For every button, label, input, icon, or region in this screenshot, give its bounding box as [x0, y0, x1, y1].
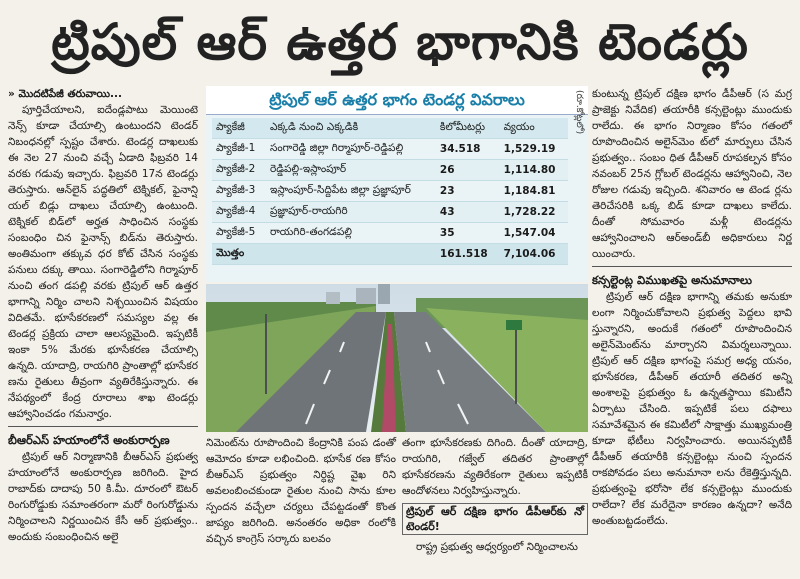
no-tender-subhead: ట్రిపుల్ ఆర్ దక్షిణ భాగం డీపీఆర్‌కు నో టెండర్!: [402, 503, 588, 535]
divider: [8, 426, 198, 427]
highway-illustration: [206, 284, 588, 432]
cell-km: 43: [436, 202, 500, 223]
divider: [592, 266, 792, 267]
right-para-1: కుంటున్న ట్రిపుల్ దక్షిణ భాగం డీపీఆర్ (స మగ్ర ప్రాజెక్టు నివేదిక) తయారీకి కన్సల్టెంట్లు ముందుకు రాలేదు. ఈ భాగం నిర్మాణం కోసం గతంలో రూపొందించిన అలైన్‌మెం ట్‌లో మార్పులు చేసిన ప్రభుత్వం.. సంబం ధిత డీపీఆర్ రూపకల్పన కోసం నవంబర్ 25న గ్లోబల్ టెండర్లను ఆహ్వానించి, నెల రోజుల గడువు ఇచ్చింది. శనివారం ఆ టెండ ర్లను తెరిచేసరికి ఒక్క బిడ్ కూడా దాఖలు కాలేదు. దీంతో సోమవారం మళ్లీ టెండర్లను ఆహ్వానించాలని ఆర్అండ్‌బీ అధికారులు నిర్ణ యించారు.: [592, 88, 792, 260]
total-km: 161.518: [436, 244, 500, 265]
kicker-text: మొదటిపేజీ తరువాయి...: [18, 88, 123, 100]
cell-package: ప్యాకేజీ-3: [212, 181, 266, 202]
cell-km: 35: [436, 223, 500, 244]
left-column: [8, 86, 198, 576]
cell-route: రాయగిరి-తంగడపల్లి: [266, 223, 436, 244]
cell-package: ప్యాకేజీ-1: [212, 139, 266, 160]
cell-km: 26: [436, 160, 500, 181]
cell-route: రెడ్డిపల్లి-ఇస్లాంపూర్: [266, 160, 436, 181]
table-row: [212, 139, 568, 160]
mid-right-text-2: రాష్ట్ర ప్రభుత్వ ఆధ్వర్యంలో నిర్మించాలను: [416, 541, 578, 553]
highway-photo: [206, 284, 588, 432]
cell-cost: 1,184.81: [500, 181, 568, 202]
table-row: [212, 223, 568, 244]
cell-package: ప్యాకేజీ-5: [212, 223, 266, 244]
header-route: ఎక్కడి నుంచి ఎక్కడికి: [266, 118, 436, 139]
mid-right-text: తంగా భూసేకరణకు దిగింది. దీంతో యాదాద్రి, రాయగిరి, గజ్వేల్ తదితర ప్రాంతాల్లో భూసేకరణను వ్యతిరేకంగా రైతులు ఇప్పటికీ ఆందోళనలు నిర్వహిస్తున్నారు.: [402, 437, 588, 497]
tender-table: [212, 118, 568, 265]
cell-cost: 1,529.19: [500, 139, 568, 160]
mid-left-column: [206, 435, 396, 575]
cell-km: 34.518: [436, 139, 500, 160]
mid-right-column: [402, 435, 588, 575]
cell-route: సంగారెడ్డి జిల్లా గిర్మాపూర్-రెడ్డిపల్లి: [266, 139, 436, 160]
cell-cost: 1,728.22: [500, 202, 568, 223]
total-blank: [266, 244, 436, 265]
left-para-2: ట్రిపుల్ ఆర్ నిర్మాణానికి బీఆర్ఎస్ ప్రభుత్వ హయాంలోనే అంకురార్పణ జరిగింది. హైద రాబాద్‌కు దాదాపు 50 కి.మీ. దూరంలో ఔటర్ రింగురోడ్డుకు సమాంతరంగా మరో రింగురోడ్డును నిర్మించాలని నిర్ణయించిన కేసీ ఆర్ ప్రభుత్వం.. అందుకు సంబంధించిన అలై: [8, 451, 198, 543]
right-subhead: కన్సల్టెంట్ల విముఖతపై అనుమానాలు: [592, 273, 753, 287]
cell-cost: 1,114.80: [500, 160, 568, 181]
continued-kicker: » మొదటిపేజీ తరువాయి...: [8, 88, 123, 100]
left-subhead: బీఆర్ఎస్ హయాంలోనే అంకురార్పణ: [8, 433, 170, 447]
table-row: [212, 160, 568, 181]
total-label: మొత్తం: [212, 244, 266, 265]
table-title: ట్రిపుల్ ఆర్ ఉత్తర భాగం టెండర్ల వివరాలు: [206, 86, 588, 115]
cell-package: ప్యాకేజీ-4: [212, 202, 266, 223]
right-para-2: ట్రిపుల్ ఆర్ దక్షిణ భాగాన్ని తమకు అనుకూ లంగా నిర్మించుకోవాలని ప్రభుత్వ పెద్దలు భావి స్తున్నారని, అందుకే గతంలో రూపొందించిన అలైన్‌మెంట్‌ను మార్చారని విమర్శలున్నాయి. ట్రిపుల్ ఆర్ దక్షిణ భాగంపై సమగ్ర అధ్య యనం, భూసేకరణ, డీపీఆర్ తయారీ తదితర అన్ని అంశాలపై ప్రభుత్వం ఓ ఉన్నతస్థాయి కమిటీని ఏర్పాటు చేసింది. ఇప్పటికే పలు దఫాలు సమావేశమైన ఈ కమిటీలో సాక్షాత్తు ముఖ్యమంత్రి కూడా భేటీలు నిర్వహించారు. అయినప్పటికీ డీపీఆర్ తయారీకి కన్సల్టెంట్లు నుంచి స్పందన రాకపోవడం పలు అనుమానా లను రేకెత్తిస్తున్నది. ప్రభుత్వంపై భరోసా లేక కన్సల్టెంట్లు ముందుకు రాలేదా? లేక మరేదైనా కారణం ఉన్నదా? అనేది అంతుబట్టడంలేదు.: [592, 291, 792, 527]
right-column: [592, 86, 792, 576]
cell-cost: 1,547.04: [500, 223, 568, 244]
table-row: [212, 181, 568, 202]
table-header-row: [212, 118, 568, 139]
headline: ట్రిపుల్ ఆర్ ఉత్తర భాగానికి టెండర్లు: [51, 13, 749, 71]
table-total-row: [212, 244, 568, 265]
mid-left-text: నిమెంట్‌ను రూపొందించి కేంద్రానికి పంప డంతో ఆమోదం కూడా లభించింది. భూసేక రణ కోసం బీఆర్ఎస్ ప్రభుత్వం నిర్ధిష్ట వైఖ రిని అవలంబించకుండా రైతుల నుంచి సాను కూల స్పందన వచ్చేలా చర్యలు చేపట్టడంతో కొంత జాప్యం జరిగింది. అనంతరం అధికా రంలోకి వచ్చిన కాంగ్రెస్ సర్కారు బలవం: [206, 437, 396, 545]
cell-route: ఇస్లాంపూర్-సిద్దిపేట జిల్లా ప్రజ్ఞాపూర్: [266, 181, 436, 202]
table-row: [212, 202, 568, 223]
total-cost: 7,104.06: [500, 244, 568, 265]
tender-details-box: [206, 86, 588, 282]
left-para-1: పూర్తిచేయాలని, ఐదేండ్లపాటు మెయింటె నెన్స్ కూడా చేయాల్సి ఉంటుందని టెండర్ నిబంధనల్లో స్పష్టం చేశారు. టెండర్ల దాఖలుకు ఈ నెల 27 నుంచి వచ్చే ఏడాది ఫిబ్రవరి 14 వరకు గడువు ఇచ్చారు. ఫిబ్రవరి 17న టెండర్లు తెరుస్తారు. ఆన్‌లైన్ పద్ధతిలో టెక్నికల్, ఫైనాన్షి యల్ బిడ్లు దాఖలు చేయాల్సి ఉంటుంది. టెక్నికల్ బిడ్‌లో అర్హత సాధించిన సంస్థకు సంబంధిం చిన ఫైనాన్స్ బిడ్‌ను తెరుస్తారు. అంతిమంగా తక్కువ ధర కోట్ చేసిన సంస్థకు పనులు దక్కు తాయి. సంగారెడ్డిలోని గిర్మాపూర్ నుంచి తంగ డపల్లి వరకు ట్రిపుల్ ఆర్ ఉత్తర భాగాన్ని నిర్మిం చాలని నిశ్చయించిన విషయం విదితమే. భూసేకరణలో సమస్యల వల్ల ఈ టెండర్ల ప్రక్రియ చాలా ఆలస్యమైంది. ఇప్పటికీ ఇంకా 5% మేరకు భూసేకరణ చేయాల్సి ఉన్నది. యాదాద్రి, రాయగిరి ప్రాంతాల్లో భూసేకర ణను రైతులు తీవ్రంగా వ్యతిరేకిస్తున్నారు. ఈ నేపథ్యంలో కేంద్ర రూరాలు శాఖ టెండర్లు ఆహ్వానించడం గమనార్హం.: [8, 104, 198, 420]
cell-package: ప్యాకేజీ-2: [212, 160, 266, 181]
header-cost: వ్యయం: [500, 118, 568, 139]
cell-km: 23: [436, 181, 500, 202]
header-package: ప్యాకేజీ: [212, 118, 266, 139]
header-km: కిలోమీటర్లు: [436, 118, 500, 139]
unit-note: (రూ.కోట్లలో): [574, 90, 584, 135]
cell-route: ప్రజ్ఞాపూర్-రాయగిరి: [266, 202, 436, 223]
